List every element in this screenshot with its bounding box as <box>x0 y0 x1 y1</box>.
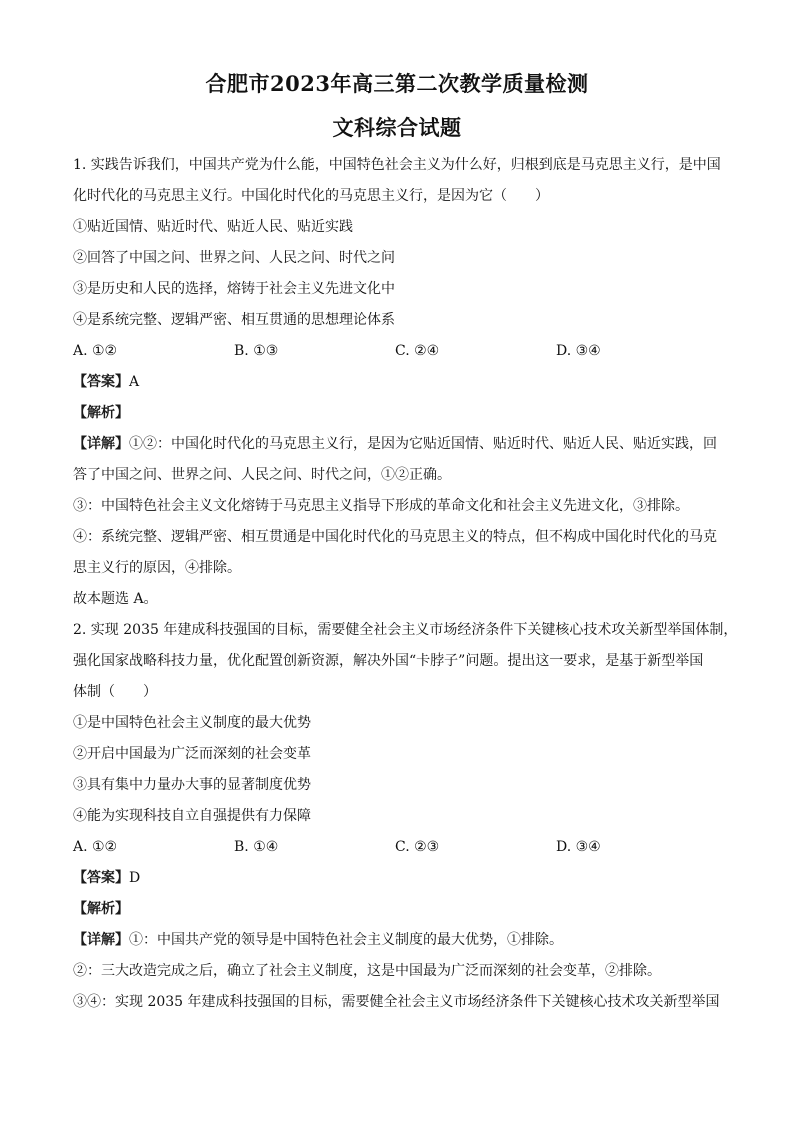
q1-options <box>73 336 733 367</box>
q1-statement: ③是历史和人民的选择，熔铸于社会主义先进文化中 <box>73 281 395 297</box>
analysis-tag: 【解析】 <box>73 405 129 421</box>
q2-option-a: A. ①② <box>73 839 118 855</box>
detail-text: ①：中国共产党的领导是中国特色社会主义制度的最大优势，①排除。 <box>129 932 563 948</box>
q1-detail-line: 思主义行的原因，④排除。 <box>73 560 241 576</box>
q2-stem-line: 2. 实现 2035 年建成科技强国的目标，需要健全社会主义市场经济条件下关键核心技术攻关新型举国体制， <box>73 622 738 638</box>
q2-stem-line: 强化国家战略科技力量，优化配置创新资源，解决外国“卡脖子”问题。提出这一要求，是基于新型举国 <box>73 653 704 669</box>
answer-tag: 【答案】 <box>73 374 129 390</box>
q2-statement: ③具有集中力量办大事的显著制度优势 <box>73 777 311 793</box>
q1-statement: ①贴近国情、贴近时代、贴近人民、贴近实践 <box>73 219 353 235</box>
document-title: 合肥市2023年高三第二次教学质量检测 <box>205 71 589 96</box>
q2-statement: ④能为实现科技自立自强提供有力保障 <box>73 808 311 824</box>
detail-text: ①②：中国化时代化的马克思主义行，是因为它贴近国情、贴近时代、贴近人民、贴近实践，回 <box>129 436 717 452</box>
q2-detail-line: ③④：实现 2035 年建成科技强国的目标，需要健全社会主义市场经济条件下关键核心技术攻关新型举国 <box>73 994 720 1010</box>
q2-option-d: D. ③④ <box>556 839 601 855</box>
detail-tag: 【详解】 <box>73 932 129 948</box>
q1-option-b: B. ①③ <box>234 343 279 359</box>
q2-answer <box>73 863 733 894</box>
q1-stem-line: 化时代化的马克思主义行。中国化时代化的马克思主义行，是因为它（ ） <box>73 188 549 204</box>
q2-analysis <box>73 894 733 925</box>
q1-option-d: D. ③④ <box>556 343 601 359</box>
q2-statement: ①是中国特色社会主义制度的最大优势 <box>73 715 311 731</box>
q1-statement: ④是系统完整、逻辑严密、相互贯通的思想理论体系 <box>73 312 395 328</box>
document-body <box>73 150 738 1018</box>
q2-stem-line: 体制（ ） <box>73 684 157 700</box>
q1-statement: ②回答了中国之问、世界之问、人民之问、时代之问 <box>73 250 395 266</box>
q2-statement: ②开启中国最为广泛而深刻的社会变革 <box>73 746 311 762</box>
analysis-tag: 【解析】 <box>73 901 129 917</box>
answer-value: A <box>129 374 140 390</box>
q1-option-c: C. ②④ <box>395 343 440 359</box>
q2-option-c: C. ②③ <box>395 839 440 855</box>
q1-answer <box>73 367 733 398</box>
q2-detail-line: ②：三大改造完成之后，确立了社会主义制度，这是中国最为广泛而深刻的社会变革，②排除。 <box>73 963 661 979</box>
q1-detail-line: ③：中国特色社会主义文化熔铸于马克思主义指导下形成的革命文化和社会主义先进文化，③排除。 <box>73 498 689 514</box>
answer-tag: 【答案】 <box>73 870 129 886</box>
q1-stem-line: 1. 实践告诉我们，中国共产党为什么能，中国特色社会主义为什么好，归根到底是马克思主义行，是中国 <box>73 157 721 173</box>
q1-detail <box>73 429 733 460</box>
q1-analysis <box>73 398 733 429</box>
q1-conclusion: 故本题选 A。 <box>73 591 158 607</box>
document-subtitle: 文科综合试题 <box>332 115 462 140</box>
q2-detail <box>73 925 733 956</box>
q1-option-a: A. ①② <box>73 343 118 359</box>
q1-detail-line: 答了中国之问、世界之问、人民之问、时代之问，①②正确。 <box>73 467 451 483</box>
answer-value: D <box>129 870 141 886</box>
detail-tag: 【详解】 <box>73 436 129 452</box>
q2-options <box>73 832 733 863</box>
q2-option-b: B. ①④ <box>234 839 279 855</box>
q1-detail-line: ④：系统完整、逻辑严密、相互贯通是中国化时代化的马克思主义的特点，但不构成中国化时代化的马克 <box>73 529 717 545</box>
